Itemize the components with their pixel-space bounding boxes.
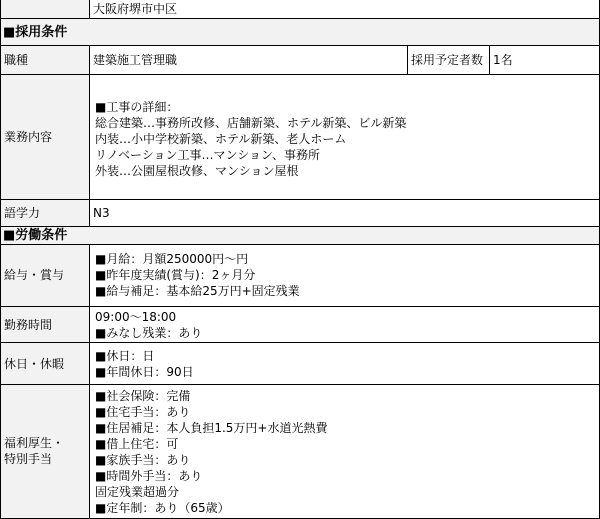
hours-lines <box>95 309 202 341</box>
section-title-labor: ■労働条件 <box>3 228 68 243</box>
location-value-cell <box>90 0 600 19</box>
hire-count-value-cell <box>490 46 600 75</box>
welfare-line: ■時間外手当：あり <box>95 469 203 483</box>
work-content-label: 業務内容 <box>4 130 53 144</box>
hours-line: 09:00～18:00 <box>95 310 177 324</box>
salary-label: 給与・賞与 <box>4 268 65 282</box>
salary-line: ■昨年度実績(賞与)：2ヶ月分 <box>95 268 256 282</box>
salary-label-cell <box>0 245 90 307</box>
work-line: 内装…小中学校新築、ホテル新築、老人ホーム <box>95 132 347 146</box>
holiday-label-cell <box>0 343 90 385</box>
holiday-label: 休日・休暇 <box>4 357 65 371</box>
welfare-label <box>4 435 64 467</box>
salary-line: ■給与補足：基本給25万円+固定残業 <box>95 284 300 298</box>
welfare-line: ■社会保険：完備 <box>95 389 191 403</box>
welfare-value-cell <box>90 385 600 519</box>
welfare-label-line: 福利厚生・ <box>4 436 65 450</box>
section-header-recruit <box>0 19 600 46</box>
salary-row <box>0 245 600 307</box>
welfare-label-cell <box>0 385 90 519</box>
holiday-value-cell <box>90 343 600 385</box>
job-type-label: 職種 <box>4 53 29 67</box>
work-line: ■工事の詳細： <box>95 100 179 114</box>
job-type-value: 建築施工管理職 <box>93 53 178 67</box>
work-content-lines <box>95 99 406 179</box>
work-line: 総合建築…事務所改修、店舗新築、ホテル新築、ビル新築 <box>95 116 407 130</box>
salary-line: ■月給：月額250000円～円 <box>95 252 249 266</box>
hire-count-label-cell <box>408 46 490 75</box>
section-header-labor <box>0 227 600 245</box>
hire-count-value: 1名 <box>493 53 513 67</box>
language-value: N3 <box>93 206 110 220</box>
welfare-line: ■家族手当：あり <box>95 453 191 467</box>
work-content-label-cell <box>0 75 90 200</box>
hire-count-label: 採用予定者数 <box>411 53 484 67</box>
job-type-label-cell <box>0 46 90 75</box>
welfare-row <box>0 385 600 519</box>
work-line: 外装…公園屋根改修、マンション屋根 <box>95 164 299 178</box>
welfare-line: 固定残業超過分 <box>95 485 180 499</box>
language-label-cell <box>0 200 90 227</box>
welfare-line: ■住宅手当：あり <box>95 405 191 419</box>
job-type-value-cell <box>90 46 408 75</box>
welfare-line: ■定年制：あり（65歳） <box>95 501 230 515</box>
holiday-row <box>0 343 600 385</box>
welfare-lines <box>95 388 327 516</box>
salary-lines <box>95 251 300 299</box>
holiday-line: ■年間休日：90日 <box>95 365 194 379</box>
welfare-line: ■住居補足：本人負担1.5万円+水道光熱費 <box>95 421 328 435</box>
location-label-cell <box>0 0 90 19</box>
holiday-line: ■休日：日 <box>95 349 155 363</box>
hours-row <box>0 307 600 343</box>
hours-value-cell <box>90 307 600 343</box>
section-title-recruit: ■採用条件 <box>3 25 68 40</box>
hours-label: 勤務時間 <box>4 318 53 332</box>
work-content-value-cell <box>90 75 600 200</box>
welfare-line: ■借上住宅：可 <box>95 437 179 451</box>
hours-line: ■みなし残業：あり <box>95 326 203 340</box>
language-label: 語学力 <box>4 206 41 220</box>
holiday-lines <box>95 348 194 380</box>
language-row <box>0 200 600 227</box>
hours-label-cell <box>0 307 90 343</box>
location-value: 大阪府堺市中区 <box>93 2 178 16</box>
job-type-row <box>0 46 600 75</box>
language-value-cell <box>90 200 600 227</box>
work-line: リノベーション工事…マンション、事務所 <box>95 148 321 162</box>
location-row <box>0 0 600 19</box>
work-content-row <box>0 75 600 200</box>
welfare-label-line: 特別手当 <box>4 452 53 466</box>
salary-value-cell <box>90 245 600 307</box>
